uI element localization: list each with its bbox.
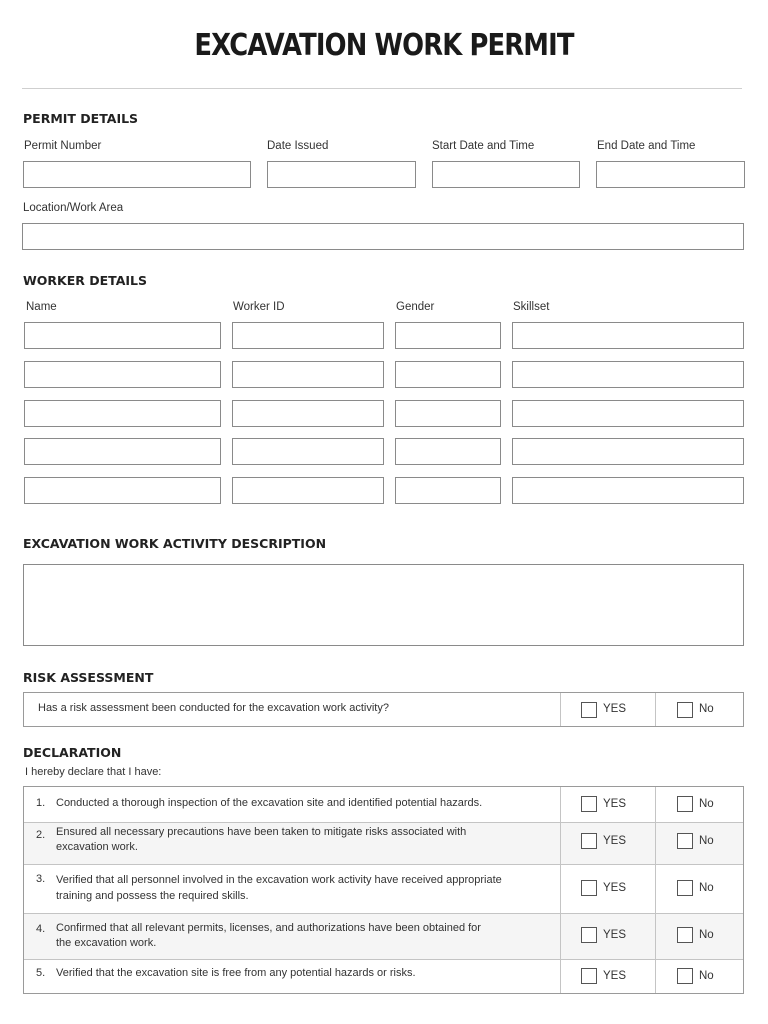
risk-assessment-heading: RISK ASSESSMENT bbox=[23, 670, 154, 685]
gender-field[interactable] bbox=[395, 438, 501, 465]
declaration-no-label: No bbox=[699, 835, 714, 847]
column-divider bbox=[655, 693, 656, 726]
column-divider bbox=[560, 693, 561, 726]
declaration-row bbox=[24, 864, 743, 913]
activity-description-field[interactable] bbox=[23, 564, 744, 646]
declaration-no-checkbox[interactable] bbox=[677, 927, 693, 943]
risk-yes-label: YES bbox=[603, 703, 627, 715]
activity-description-heading: EXCAVATION WORK ACTIVITY DESCRIPTION bbox=[23, 536, 327, 551]
risk-no-checkbox[interactable] bbox=[677, 702, 693, 718]
gender-field[interactable] bbox=[395, 361, 501, 388]
declaration-yes-label: YES bbox=[603, 798, 627, 810]
declaration-number: 1. bbox=[36, 797, 46, 809]
skillset-field[interactable] bbox=[512, 477, 744, 504]
skillset-field[interactable] bbox=[512, 322, 744, 349]
declaration-intro: I hereby declare that I have: bbox=[25, 766, 162, 778]
declaration-no-checkbox[interactable] bbox=[677, 833, 693, 849]
declaration-number: 3. bbox=[36, 873, 46, 885]
risk-assessment-table bbox=[23, 692, 744, 727]
start-date-field[interactable] bbox=[432, 161, 580, 188]
location-field[interactable] bbox=[22, 223, 744, 250]
declaration-text: Conducted a thorough inspection of the excavation site and identified potential hazards. bbox=[56, 797, 483, 809]
permit-details-heading: PERMIT DETAILS bbox=[23, 111, 139, 126]
worker-name-field[interactable] bbox=[24, 477, 221, 504]
skillset-label: Skillset bbox=[513, 301, 550, 313]
permit-number-field[interactable] bbox=[23, 161, 251, 188]
declaration-no-label: No bbox=[699, 970, 714, 982]
declaration-no-checkbox[interactable] bbox=[677, 796, 693, 812]
worker-name-field[interactable] bbox=[24, 361, 221, 388]
gender-field[interactable] bbox=[395, 477, 501, 504]
declaration-yes-label: YES bbox=[603, 970, 627, 982]
declaration-text: Ensured all necessary precautions have been taken to mitigate risks associated with bbox=[56, 826, 467, 838]
date-issued-label: Date Issued bbox=[267, 140, 329, 152]
worker-id-field[interactable] bbox=[232, 322, 384, 349]
declaration-yes-checkbox[interactable] bbox=[581, 880, 597, 896]
permit-number-label: Permit Number bbox=[24, 140, 102, 152]
declaration-yes-checkbox[interactable] bbox=[581, 968, 597, 984]
declaration-row bbox=[24, 959, 743, 993]
date-issued-field[interactable] bbox=[267, 161, 416, 188]
declaration-text-continued: excavation work. bbox=[56, 841, 138, 853]
declaration-no-label: No bbox=[699, 798, 714, 810]
declaration-number: 2. bbox=[36, 829, 46, 841]
page-title: EXCAVATION WORK PERMIT bbox=[194, 28, 574, 63]
column-divider bbox=[655, 787, 656, 993]
declaration-row bbox=[24, 822, 743, 864]
gender-label: Gender bbox=[396, 301, 435, 313]
risk-yes-checkbox[interactable] bbox=[581, 702, 597, 718]
skillset-field[interactable] bbox=[512, 438, 744, 465]
declaration-yes-label: YES bbox=[603, 882, 627, 894]
worker-id-field[interactable] bbox=[232, 361, 384, 388]
worker-details-heading: WORKER DETAILS bbox=[23, 273, 148, 288]
declaration-row bbox=[24, 913, 743, 959]
skillset-field[interactable] bbox=[512, 361, 744, 388]
skillset-field[interactable] bbox=[512, 400, 744, 427]
risk-question: Has a risk assessment been conducted for the excavation work activity? bbox=[38, 702, 389, 714]
declaration-row bbox=[24, 787, 743, 822]
declaration-yes-label: YES bbox=[603, 929, 627, 941]
start-date-label: Start Date and Time bbox=[432, 140, 535, 152]
worker-id-field[interactable] bbox=[232, 400, 384, 427]
worker-name-field[interactable] bbox=[24, 322, 221, 349]
worker-name-label: Name bbox=[26, 301, 57, 313]
worker-id-field[interactable] bbox=[232, 477, 384, 504]
declaration-heading: DECLARATION bbox=[23, 745, 122, 760]
declaration-text: Verified that all personnel involved in the excavation work activity have received appropriate bbox=[56, 874, 502, 886]
declaration-text: Verified that the excavation site is free from any potential hazards or risks. bbox=[56, 967, 416, 979]
gender-field[interactable] bbox=[395, 400, 501, 427]
declaration-number: 5. bbox=[36, 967, 46, 979]
title-divider bbox=[22, 88, 742, 89]
declaration-text-continued: training and possess the required skills. bbox=[56, 890, 249, 902]
declaration-yes-checkbox[interactable] bbox=[581, 927, 597, 943]
column-divider bbox=[560, 787, 561, 993]
gender-field[interactable] bbox=[395, 322, 501, 349]
declaration-number: 4. bbox=[36, 923, 46, 935]
end-date-field[interactable] bbox=[596, 161, 745, 188]
declaration-table bbox=[23, 786, 744, 994]
declaration-yes-label: YES bbox=[603, 835, 627, 847]
declaration-no-label: No bbox=[699, 929, 714, 941]
declaration-no-checkbox[interactable] bbox=[677, 968, 693, 984]
worker-id-field[interactable] bbox=[232, 438, 384, 465]
worker-name-field[interactable] bbox=[24, 400, 221, 427]
worker-id-label: Worker ID bbox=[233, 301, 285, 313]
declaration-text: Confirmed that all relevant permits, licenses, and authorizations have been obtained for bbox=[56, 922, 481, 934]
worker-name-field[interactable] bbox=[24, 438, 221, 465]
declaration-no-label: No bbox=[699, 882, 714, 894]
end-date-label: End Date and Time bbox=[597, 140, 696, 152]
declaration-yes-checkbox[interactable] bbox=[581, 796, 597, 812]
declaration-text-continued: the excavation work. bbox=[56, 937, 157, 949]
declaration-no-checkbox[interactable] bbox=[677, 880, 693, 896]
location-label: Location/Work Area bbox=[23, 202, 124, 214]
risk-no-label: No bbox=[699, 703, 714, 715]
declaration-yes-checkbox[interactable] bbox=[581, 833, 597, 849]
